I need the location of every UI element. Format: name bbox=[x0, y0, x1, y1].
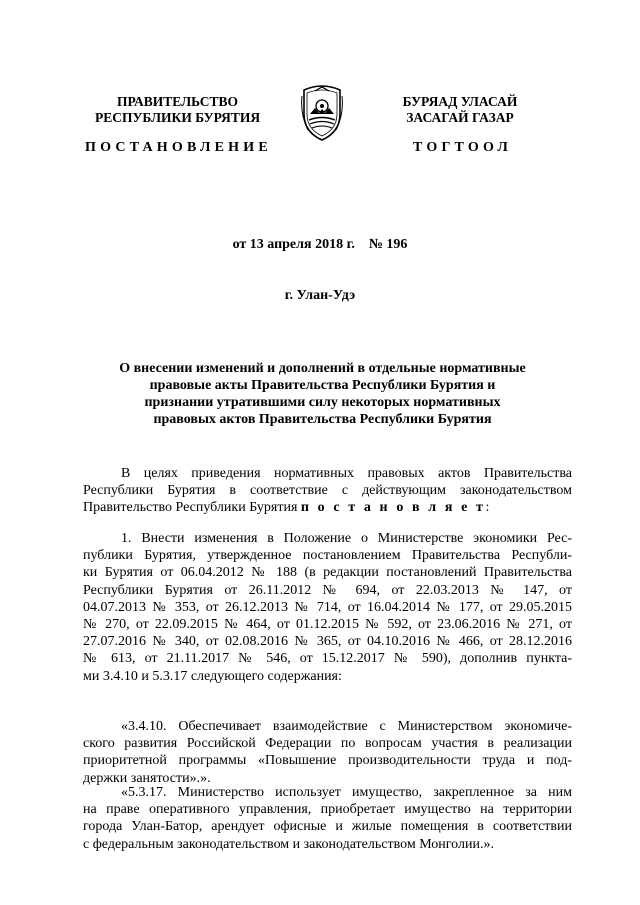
paragraph-line: публики Бурятия, утвержденное постановлением Правительства Республи- bbox=[83, 548, 572, 564]
resolves-word: п о с т а н о в л я е т bbox=[300, 500, 486, 516]
item-1-paragraph bbox=[83, 530, 572, 685]
paragraph-line: ми 3.4.10 и 5.3.17 следующего содержания: bbox=[83, 668, 342, 684]
paragraph-line: Республики Бурятия от 26.11.2012 № 694, от 22.03.2013 № 147, от bbox=[83, 582, 572, 598]
paragraph-line: № 613, от 21.11.2017 № 546, от 15.12.2017 № 590), дополнив пункта- bbox=[83, 651, 572, 667]
paragraph-line: «5.3.17. Министерство использует имущество, закрепленное за ним bbox=[121, 785, 572, 800]
paragraph-line: на праве оперативного управления, приобретает имущество на территории bbox=[83, 802, 572, 818]
title-line: О внесении изменений и дополнений в отдельные нормативные bbox=[119, 361, 526, 376]
clause-3-4-10-paragraph bbox=[83, 718, 572, 787]
title-line: признании утратившими силу некоторых нормативных bbox=[144, 395, 501, 410]
paragraph-line: приоритетной программы «Повышение производительности труда и под- bbox=[83, 753, 572, 769]
issuer-name-buryat bbox=[380, 94, 540, 126]
paragraph-line: ки Бурятия от 06.04.2012 № 188 (в редакции постановлений Правительства bbox=[83, 565, 572, 581]
document-type-russian: ПОСТАНОВЛЕНИЕ bbox=[85, 140, 272, 155]
coat-of-arms-icon bbox=[298, 84, 346, 142]
paragraph-line: ского развития Российской Федерации по вопросам участия в реализации bbox=[83, 736, 572, 752]
title-line: правовых актов Правительства Республики Бурятия bbox=[153, 412, 492, 427]
document-city: г. Улан-Удэ bbox=[284, 288, 356, 303]
issuer-name-russian bbox=[95, 94, 260, 126]
document-date-number: от 13 апреля 2018 г. № 196 bbox=[232, 237, 408, 252]
paragraph-line: города Улан-Батор, арендует офисные и жилые помещения в соответствии bbox=[83, 819, 572, 835]
paragraph-line: 1. Внести изменения в Положение о Министерстве экономики Рес- bbox=[121, 531, 572, 546]
paragraph-line: Республики Бурятия в соответствие с действующим законодательством bbox=[83, 483, 572, 499]
paragraph-line bbox=[83, 499, 572, 516]
paragraph-line: держки занятости».». bbox=[83, 770, 211, 786]
paragraph-line: В целях приведения нормативных правовых актов Правительства bbox=[121, 466, 572, 481]
issuer-buryat-line-2: ЗАСАГАЙ ГАЗАР bbox=[406, 110, 514, 125]
document-title bbox=[90, 360, 555, 428]
paragraph-line: № 270, от 22.09.2015 № 464, от 01.12.2015 № 592, от 23.06.2016 № 271, от bbox=[83, 617, 572, 633]
clause-5-3-17-paragraph bbox=[83, 784, 572, 853]
document-type-buryat: ТОГТООЛ bbox=[413, 140, 513, 155]
paragraph-line: «3.4.10. Обеспечивает взаимодействие с Министерством экономиче- bbox=[121, 719, 572, 734]
issuer-line-1: ПРАВИТЕЛЬСТВО bbox=[116, 94, 238, 109]
issuer-line-2: РЕСПУБЛИКИ БУРЯТИЯ bbox=[95, 110, 261, 125]
preamble-subject: Правительство Республики Бурятия bbox=[83, 500, 298, 516]
preamble-paragraph bbox=[83, 465, 572, 517]
paragraph-line: 27.07.2016 № 340, от 02.08.2016 № 365, от 04.10.2016 № 466, от 28.12.2016 bbox=[83, 634, 572, 650]
title-line: правовые акты Правительства Республики Бурятия и bbox=[149, 378, 496, 393]
issuer-buryat-line-1: БУРЯАД УЛАСАЙ bbox=[402, 94, 518, 109]
preamble-colon: : bbox=[485, 500, 490, 516]
paragraph-line: 04.07.2013 № 353, от 26.12.2013 № 714, от 16.04.2014 № 177, от 29.05.2015 bbox=[83, 599, 572, 615]
paragraph-line: с федеральным законодательством и законодательством Монголии.». bbox=[83, 836, 494, 852]
